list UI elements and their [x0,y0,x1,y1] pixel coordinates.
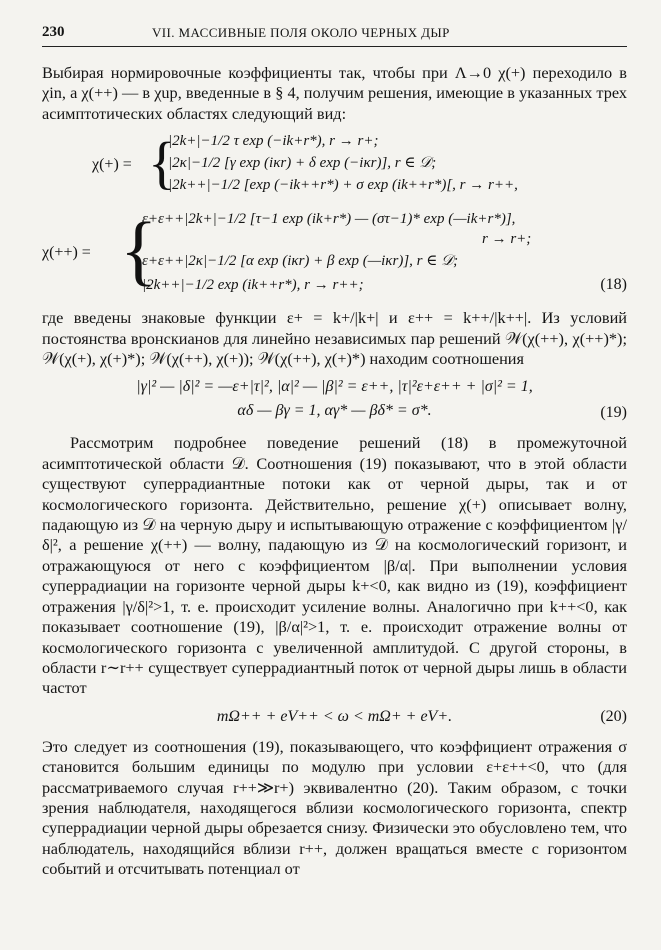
equation-line: |γ|² — |δ|² = —ε+|τ|², |α|² — |β|² = ε++, |τ|²ε+ε++ + |σ|² = 1, [136,378,533,396]
left-brace-icon: { [120,206,158,294]
left-brace-icon: { [148,130,176,196]
paragraph-intro: Выбирая нормировочные коэффициенты так, чтобы при Λ→0 χ(+) переходило в χin, а χ(++) — в χup, введенные в § 4, получим решения, имеющие в указанных трех асимптотических областях следующий вид: [42,63,627,123]
equation-label: χ(++) = [42,244,91,262]
equation-number: (18) [600,276,627,294]
equation-label: χ(+) = [92,156,132,174]
equation-chi-plusplus [42,208,627,300]
case-line: |2k++|−1/2 exp (ik++r*), r → r++; [142,277,364,294]
page-number: 230 [42,24,65,40]
paragraph-wronskian: где введены знаковые функции ε+ = k+/|k+| и ε++ = k++/|k++|. Из условий постоянства вронскианов для линейно независимых пар решений 𝒲(χ(++), χ(++)*); 𝒲(χ(+), χ(+)*); 𝒲(χ(++), χ(+)); 𝒲(χ(++), χ(+)*) находим соотношения [42,308,627,369]
equation-line: αδ — βγ = 1, αγ* — βδ* = σ*. [237,402,432,420]
equation-chi-plus [42,130,627,200]
page-body [42,63,627,880]
equation-line: mΩ++ + eV++ < ω < mΩ+ + eV+. [216,707,453,725]
page-header [42,22,627,47]
case-line: ε+ε++|2κ|−1/2 [α exp (iκr) + β exp (—iκr)], r ∈ 𝒟; [142,253,459,270]
equation-relations [42,375,627,427]
case-line: |2k++|−1/2 [exp (−ik++r*) + σ exp (ik++r*)[, r → r++, [168,177,518,194]
paragraph-conclusion: Это следует из соотношения (19), показывающего, что коэффициент отражения σ становится большим единицы по модулю при условии ε+ε++<0, что (для рассматриваемого случая r++≫r+) эквивалентно (20). Таким образом, с точки зрения наблюдателя, находящегося вблизи космологического горизонта, спектр суперрадиации черной дыры обрезается снизу. Физически это обусловлено тем, что наблюдатель, находящийся вблизи r++, должен вращаться вместе с горизонтом событий и отсчитывать потенциал от [42,736,627,879]
running-head: VII. МАССИВНЫЕ ПОЛЯ ОКОЛО ЧЕРНЫХ ДЫР [152,25,450,40]
case-line: r → r+; [482,231,532,248]
equation-frequency-range [42,705,627,731]
equation-number: (20) [600,707,627,725]
case-line: |2κ|−1/2 [γ exp (iκr) + δ exp (−iκr)], r ∈ 𝒟; [168,155,437,172]
case-line: |2k+|−1/2 τ exp (−ik+r*), r → r+; [168,133,379,150]
paragraph-discussion: Рассмотрим подробнее поведение решений (18) в промежуточной асимптотической области 𝒟. Соотношения (19) показывают, что в этой области существуют суперрадиантные потоки как от черной дыры, так и от космологического горизонта. Действительно, решение χ(+) описывает волну, падающую из 𝒟 на черную дыру и испытывающую отражение с коэффициентом |γ/δ|², а решение χ(++) — волну, падающую из 𝒟 на космологический горизонт, и отражающуюся от него с коэффициентом |β/α|. При выполнении условия суперрадиации на горизонте черной дыры k+<0, как видно из (19), коэффициент отражения |γ/δ|²>1, т. е. происходит усиление волны. Аналогично при k++<0, как показывает соотношение (19), |β/α|²>1, т. е. происходит отражение волны от космологического горизонта с увеличенной амплитудой. С другой стороны, в области r∼r++ существует суперрадиантный поток от черной дыры лишь в области частот [42,433,627,698]
equation-number: (19) [600,404,627,422]
case-line: ε+ε++|2k+|−1/2 [τ−1 exp (ik+r*) — (στ−1)* exp (—ik+r*)], [142,211,516,228]
